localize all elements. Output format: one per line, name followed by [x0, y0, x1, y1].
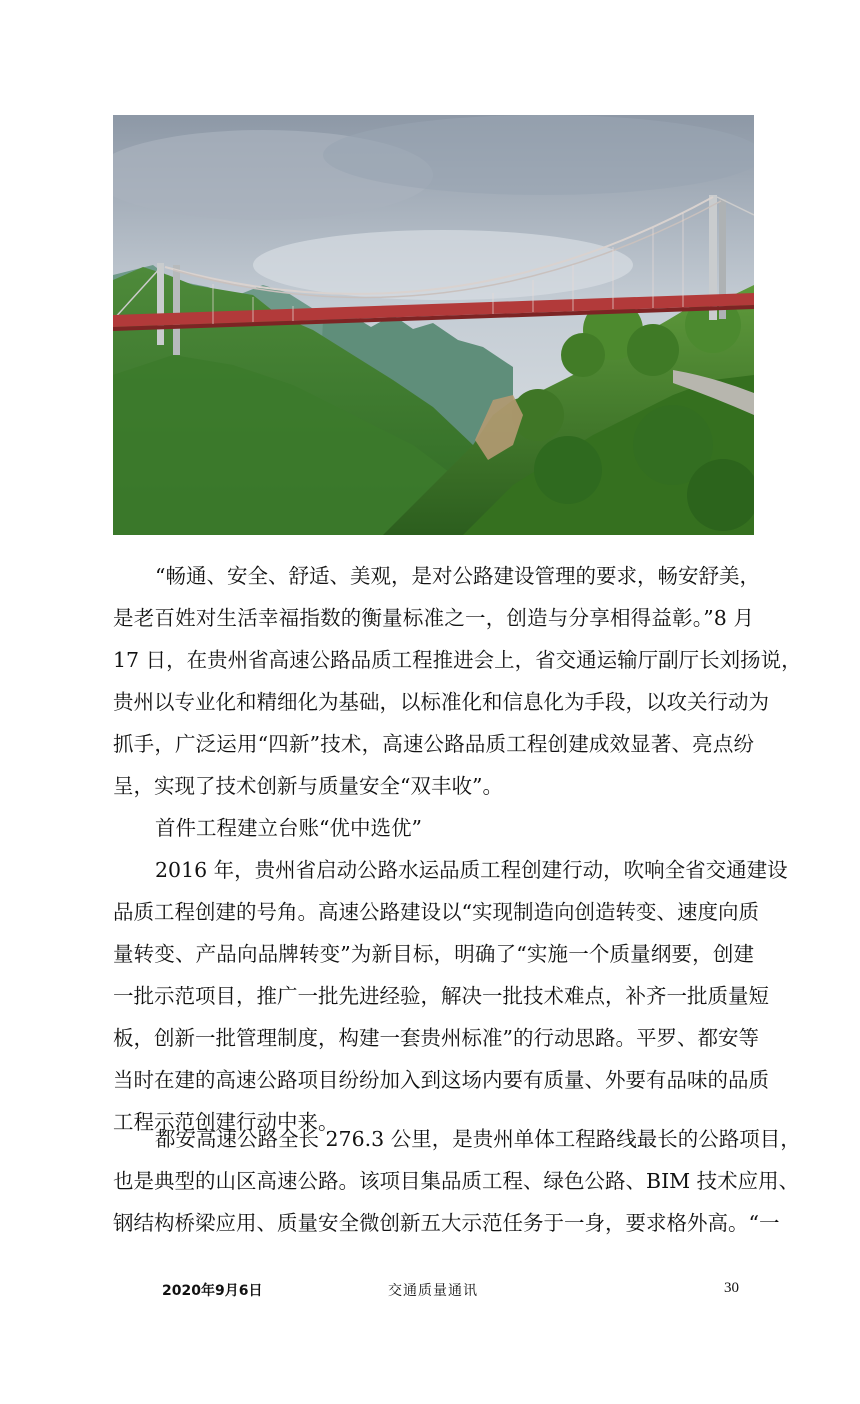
- text-line: 17 日，在贵州省高速公路品质工程推进会上，省交通运输厅副厅长刘扬说，: [113, 648, 802, 672]
- text-line: 是老百姓对生活幸福指数的衡量标准之一，创造与分享相得益彰。”8 月: [113, 606, 754, 630]
- text-line: 工程示范创建行动中来。: [113, 1110, 339, 1134]
- text-line: 板，创新一批管理制度，构建一套贵州标准”的行动思路。平罗、都安等: [113, 1026, 759, 1050]
- text-line: 一批示范项目，推广一批先进经验，解决一批技术难点，补齐一批质量短: [113, 984, 769, 1008]
- text-line: 都安高速公路全长 276.3 公里，是贵州单体工程路线最长的公路项目，: [155, 1127, 801, 1151]
- text-line: 量转变、产品向品牌转变”为新目标，明确了“实施一个质量纲要，创建: [113, 942, 754, 966]
- text-line: 钢结构桥梁应用、质量安全微创新五大示范任务于一身，要求格外高。“一: [113, 1211, 780, 1235]
- footer-date: 2020年9月6日: [162, 1283, 263, 1299]
- text-line: 呈，实现了技术创新与质量安全“双丰收”。: [113, 774, 503, 798]
- footer-publication: 交通质量通讯: [388, 1283, 478, 1299]
- text-line: 当时在建的高速公路项目纷纷加入到这场内要有质量、外要有品味的品质: [113, 1068, 769, 1092]
- paragraph-3: [113, 1118, 801, 1244]
- section-heading: [113, 807, 754, 849]
- text-line: “畅通、安全、舒适、美观，是对公路建设管理的要求，畅安舒美，: [155, 564, 760, 588]
- paragraph-2: [113, 849, 788, 1143]
- text-line: 品质工程创建的号角。高速公路建设以“实现制造向创造转变、速度向质: [113, 900, 759, 924]
- text-line: 2016 年，贵州省启动公路水运品质工程创建行动，吹响全省交通建设: [155, 858, 788, 882]
- text-line: 贵州以专业化和精细化为基础，以标准化和信息化为手段，以攻关行动为: [113, 690, 769, 714]
- text-line: 首件工程建立台账“优中选优”: [155, 816, 422, 840]
- paragraph-1: [113, 555, 802, 807]
- bridge-photo: [113, 115, 754, 535]
- page-number: 30: [724, 1280, 739, 1296]
- text-line: 也是典型的山区高速公路。该项目集品质工程、绿色公路、BIM 技术应用、: [113, 1169, 800, 1193]
- text-line: 抓手，广泛运用“四新”技术，高速公路品质工程创建成效显著、亮点纷: [113, 732, 754, 756]
